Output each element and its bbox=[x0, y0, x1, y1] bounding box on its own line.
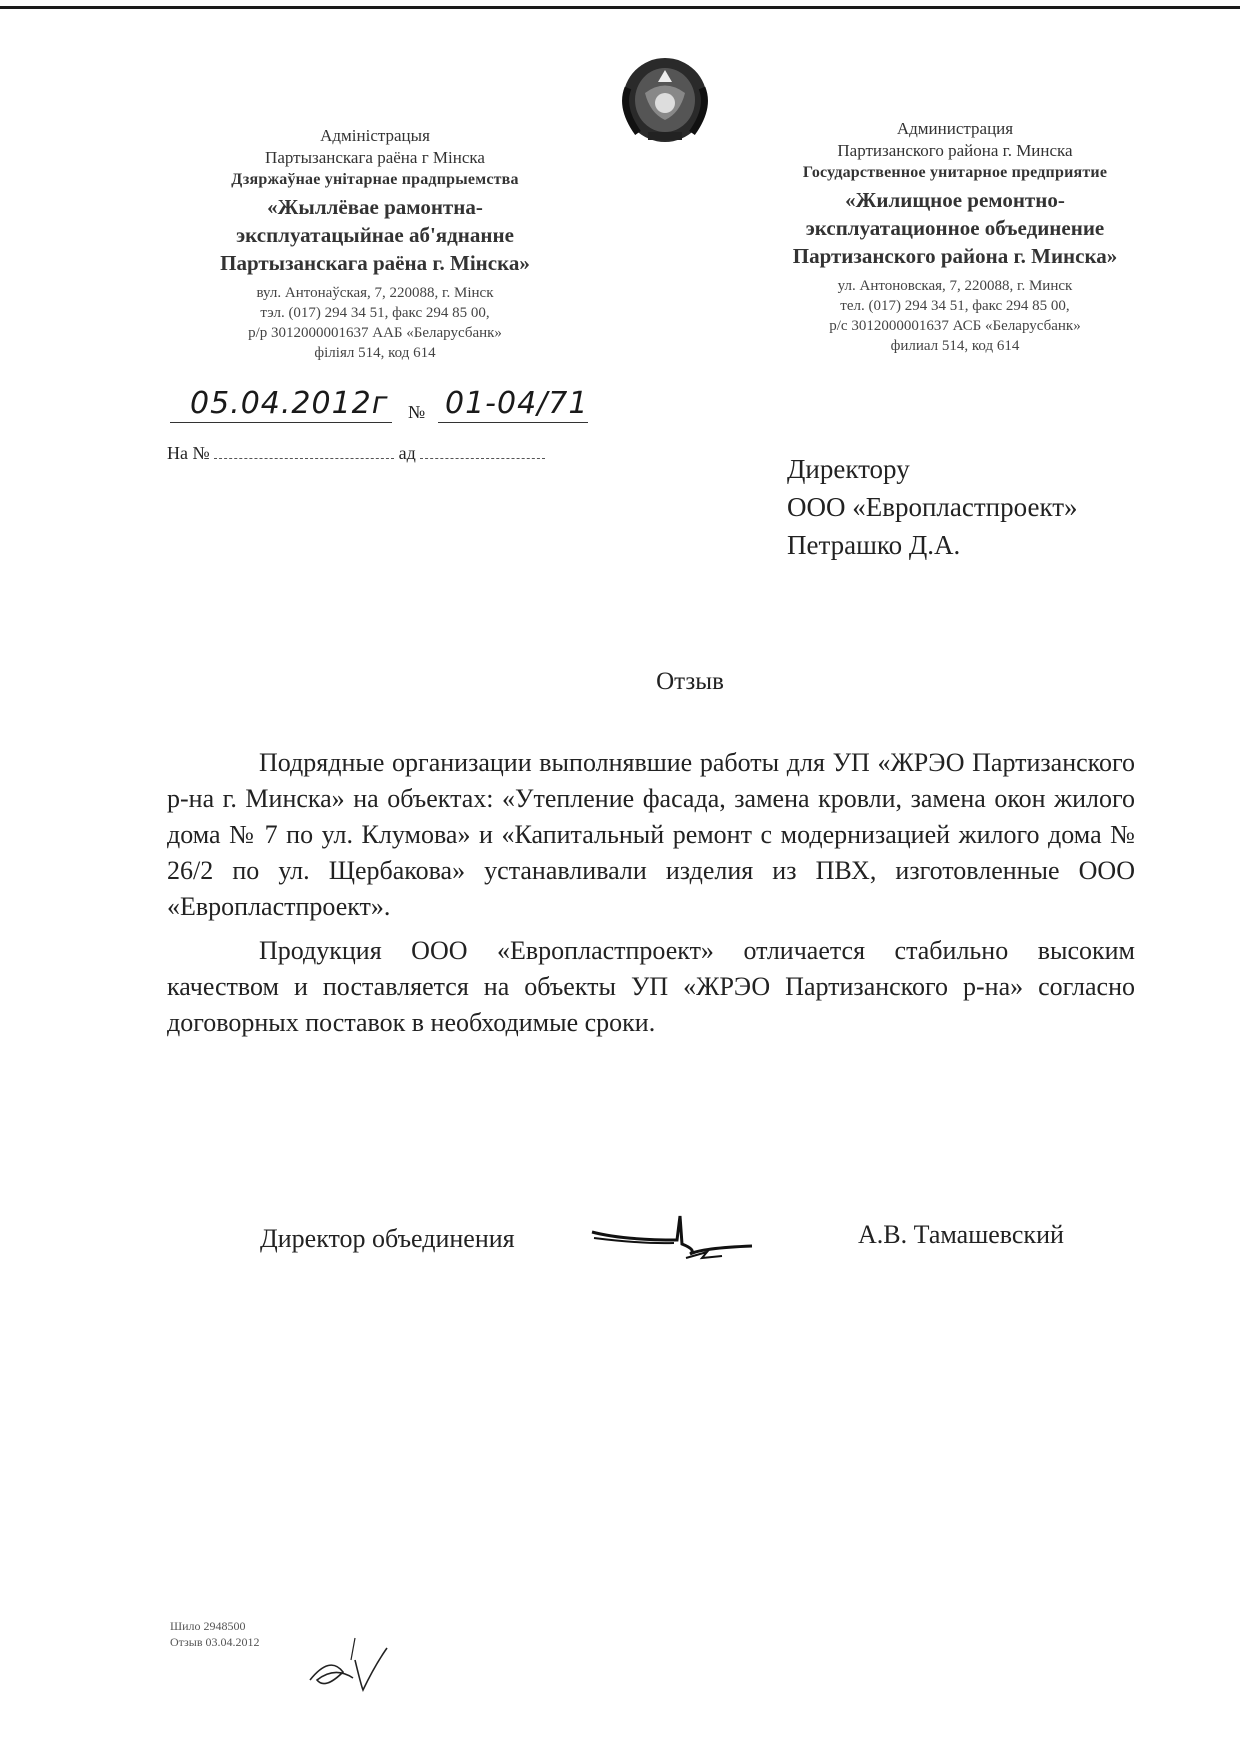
org-line: Партизанского района г. Минска» bbox=[792, 244, 1118, 268]
document-body bbox=[167, 745, 1135, 1049]
handwritten-signature-icon bbox=[582, 1210, 762, 1270]
reference-suffix: ад bbox=[398, 443, 416, 463]
letterhead-address bbox=[735, 276, 1175, 356]
org-line: Партызанскага раёна г. Мінска» bbox=[220, 251, 530, 275]
date-underline bbox=[170, 422, 392, 423]
letterhead-belarusian bbox=[165, 125, 585, 363]
letterhead-organization bbox=[735, 186, 1175, 270]
state-emblem-icon bbox=[610, 48, 720, 148]
letterhead-district: Партизанского района г. Минска bbox=[837, 141, 1073, 160]
body-paragraph: Продукция ООО «Европластпроект» отличается стабильно высоким качеством и поставляется на объекты УП «ЖРЭО Партизанского р-на» согласно договорных поставок в необходимые сроки. bbox=[167, 936, 1135, 1037]
registration-number-label: № bbox=[408, 402, 427, 422]
letterhead-organization bbox=[165, 193, 585, 277]
address-line: р/с 3012000001637 АСБ «Беларусбанк» bbox=[829, 318, 1081, 334]
address-line: ул. Антоновская, 7, 220088, г. Минск bbox=[837, 278, 1073, 294]
letterhead-district: Партызанскага раёна г Мінска bbox=[265, 148, 485, 167]
registration-line bbox=[160, 386, 590, 428]
letterhead-admin: Администрация bbox=[896, 119, 1014, 138]
letterhead-enterprise-type: Дзяржаўнае унітарнае прадпрыемства bbox=[231, 171, 519, 188]
number-underline bbox=[438, 422, 588, 423]
signature-block bbox=[260, 1210, 1140, 1270]
registration-date: 05.04.2012г bbox=[190, 386, 389, 421]
address-line: філіял 514, код 614 bbox=[314, 345, 436, 361]
address-line: филиал 514, код 614 bbox=[890, 338, 1020, 354]
reference-line bbox=[167, 443, 545, 464]
letterhead-admin: Адміністрацыя bbox=[320, 126, 430, 145]
body-paragraph: Подрядные организации выполнявшие работы для УП «ЖРЭО Партизанского р-на г. Минска» на объектах: «Утепление фасада, замена кровли, замена окон жилого дома № 7 по ул. Клумова» и «Капитальный ремонт с модернизацией жилого дома № 26/2 по ул. Щербакова» устанавливали изделия из ПВХ, изготовленные ООО «Европластпроект». bbox=[167, 748, 1135, 921]
org-line: эксплуатационное объединение bbox=[805, 216, 1105, 240]
recipient-block bbox=[787, 450, 1078, 564]
document-title: Отзыв bbox=[656, 668, 724, 695]
handwritten-initials-icon bbox=[295, 1630, 425, 1705]
org-line: эксплуатацыйнае аб'яднанне bbox=[236, 223, 514, 247]
address-line: вул. Антонаўская, 7, 220088, г. Мінск bbox=[256, 285, 494, 301]
reference-number-blank bbox=[214, 444, 394, 459]
org-line: «Жыллёвае рамонтна- bbox=[267, 195, 483, 219]
address-line: тэл. (017) 294 34 51, факс 294 85 00, bbox=[260, 305, 490, 321]
recipient-line: ООО «Европластпроект» bbox=[787, 492, 1078, 522]
org-line: «Жилищное ремонтно- bbox=[845, 188, 1065, 212]
address-line: р/р 3012000001637 ААБ «Беларусбанк» bbox=[248, 325, 502, 341]
reference-date-blank bbox=[420, 444, 545, 459]
footer-ref-line: Отзыв 03.04.2012 bbox=[170, 1635, 260, 1649]
recipient-line: Директору bbox=[787, 454, 910, 484]
recipient-line: Петрашко Д.А. bbox=[787, 530, 961, 560]
letterhead-enterprise-type: Государственное унитарное предприятие bbox=[802, 164, 1108, 181]
signatory-position: Директор объединения bbox=[260, 1224, 515, 1253]
scan-top-edge bbox=[0, 6, 1240, 9]
address-line: тел. (017) 294 34 51, факс 294 85 00, bbox=[840, 298, 1070, 314]
letterhead-address bbox=[165, 283, 585, 363]
registration-number: 01-04/71 bbox=[445, 386, 589, 421]
signatory-name: А.В. Тамашевский bbox=[858, 1220, 1064, 1249]
letterhead-russian bbox=[735, 118, 1175, 356]
footer-ref-line: Шило 2948500 bbox=[170, 1619, 246, 1633]
reference-label: На № bbox=[167, 443, 210, 463]
